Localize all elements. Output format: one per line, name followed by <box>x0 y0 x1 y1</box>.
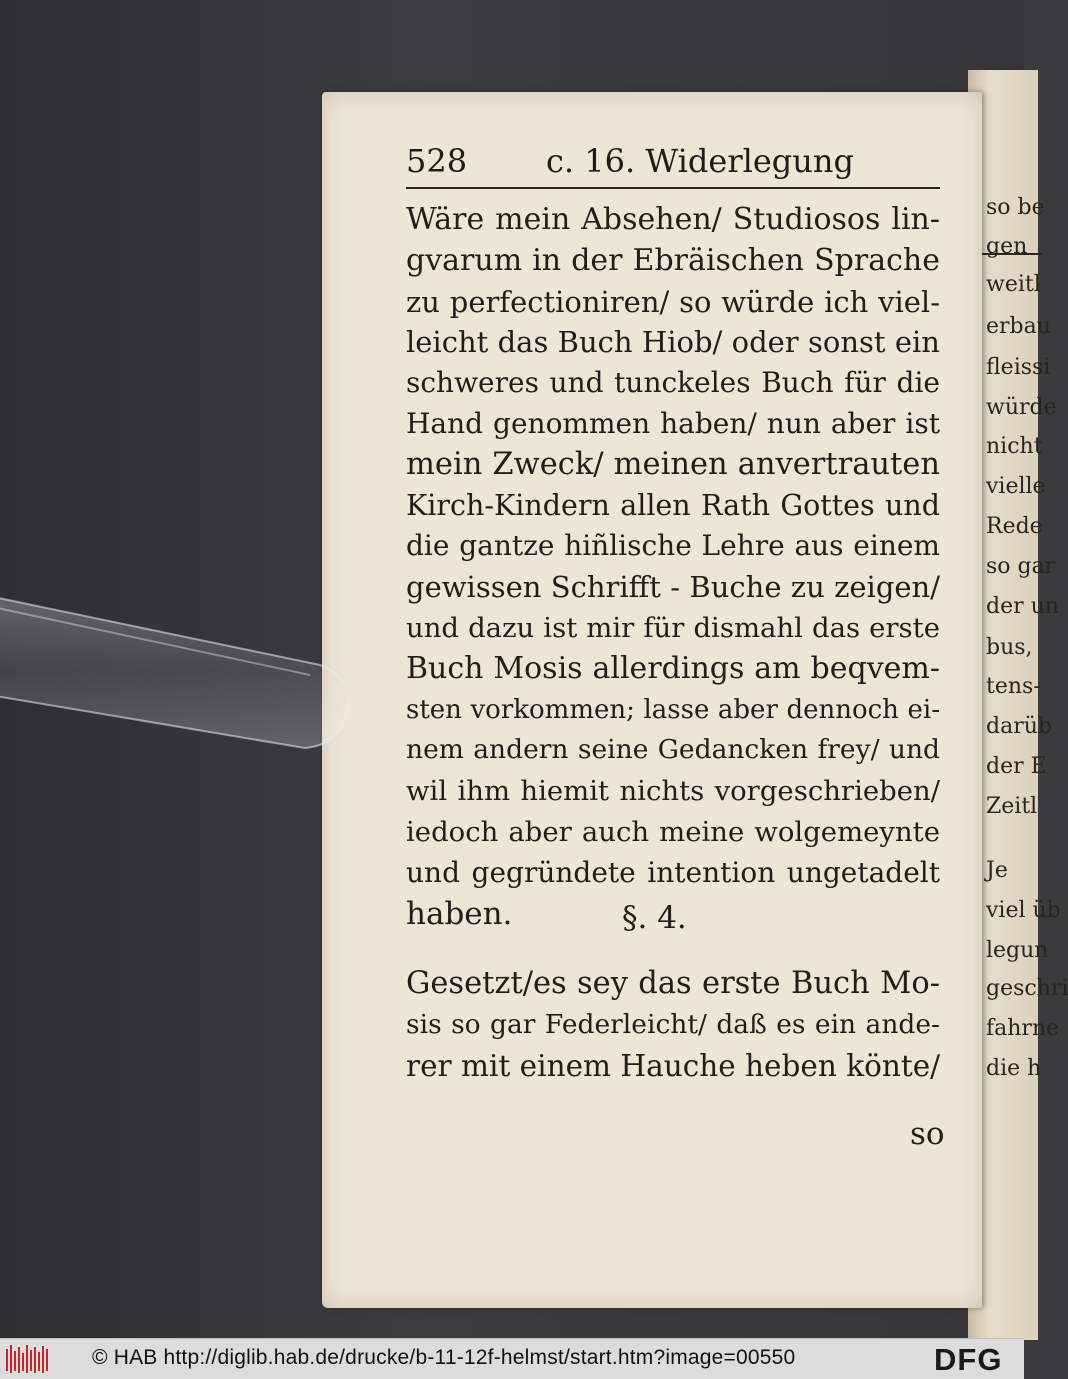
text-line: Hand genommen haben/ nun aber ist <box>406 406 940 440</box>
catchword: so <box>910 1116 945 1152</box>
text-line: die gantze hiñlische Lehre aus einem <box>406 529 940 563</box>
text-line: schweres und tunckeles Buch für die <box>406 366 940 400</box>
chapter-title: c. 16. Widerlegung <box>546 142 854 180</box>
text-line: und dazu ist mir für dismahl das erste <box>406 611 940 644</box>
facing-page-fragment: gen <box>986 234 1028 259</box>
facing-page-fragment: tens- <box>986 674 1041 699</box>
hab-barcode-logo-icon <box>6 1345 48 1373</box>
running-head <box>406 142 906 186</box>
text-line: haben. <box>406 895 513 932</box>
facing-page-fragment: viel üb <box>986 898 1061 923</box>
text-line: rer mit einem Hauche heben könte/ <box>406 1048 941 1083</box>
text-line: mein Zweck/ meinen anvertrauten <box>406 446 940 482</box>
facing-page-fragment: Je <box>986 858 1008 883</box>
facing-page-fragment: der un <box>986 594 1059 619</box>
text-line: Buch Mosis allerdings am beqvem- <box>406 650 940 686</box>
text-line: wil ihm hiemit nichts vorgeschrieben/ <box>406 775 940 808</box>
footer-attribution[interactable]: © HAB http://diglib.hab.de/drucke/b-11-12f-helmst/start.htm?image=00550 <box>92 1346 796 1369</box>
text-line: leicht das Buch Hiob/ oder sonst ein <box>406 325 940 360</box>
facing-page-fragment: erbau <box>986 314 1051 339</box>
facing-page-fragment: vielle <box>986 474 1046 499</box>
section-mark: §. 4. <box>622 900 687 936</box>
paragraph-1 <box>406 200 940 934</box>
text-line: zu perfectioniren/ so würde ich viel- <box>406 284 940 319</box>
text-line: Gesetzt/es sey das erste Buch Mo- <box>406 966 940 1001</box>
facing-page-fragment: Zeitl <box>986 794 1038 819</box>
text-line: gvarum in der Ebräischen Sprache <box>406 242 940 278</box>
head-rule <box>406 187 940 189</box>
facing-page-fragment: fleissi <box>986 355 1051 380</box>
facing-page-fragment: Rede <box>986 514 1043 539</box>
dfg-logo: DFG <box>934 1342 1003 1377</box>
facing-page-fragment: die h <box>986 1056 1042 1081</box>
facing-page-fragment: bus, <box>986 635 1033 660</box>
facing-page-fragment: nicht <box>986 434 1043 459</box>
facing-page-fragment: so gar <box>986 554 1056 579</box>
footer-bar <box>0 1338 1024 1379</box>
page-number: 528 <box>406 142 468 180</box>
book-page <box>322 92 982 1308</box>
text-line: sis so gar Federleicht/ daß es ein ande- <box>406 1008 940 1040</box>
text-line: und gegründete intention ungetadelt <box>406 855 940 889</box>
text-line: gewissen Schrifft - Buche zu zeigen/ <box>406 570 940 605</box>
facing-page-fragment: der E <box>986 754 1047 779</box>
text-line: sten vorkommen; lasse aber dennoch ei- <box>406 694 940 725</box>
facing-page-fragment: weitl <box>986 272 1041 297</box>
facing-page-fragment: so be <box>986 195 1045 220</box>
text-line: Kirch-Kindern allen Rath Gottes und <box>406 488 940 522</box>
facing-page-fragment: würde <box>986 395 1057 420</box>
text-line: nem andern seine Gedancken frey/ und <box>406 734 940 766</box>
facing-page-fragment: darüb <box>986 714 1052 739</box>
text-line: Wäre mein Absehen/ Studiosos lin- <box>406 202 940 237</box>
facing-page-fragment: geschri <box>986 976 1068 1001</box>
facing-page-fragment: fahrne <box>986 1016 1060 1041</box>
text-line: iedoch aber auch meine wolgemeynte <box>406 815 940 848</box>
paragraph-2 <box>406 964 940 1086</box>
facing-page-fragment: legun <box>986 938 1049 963</box>
